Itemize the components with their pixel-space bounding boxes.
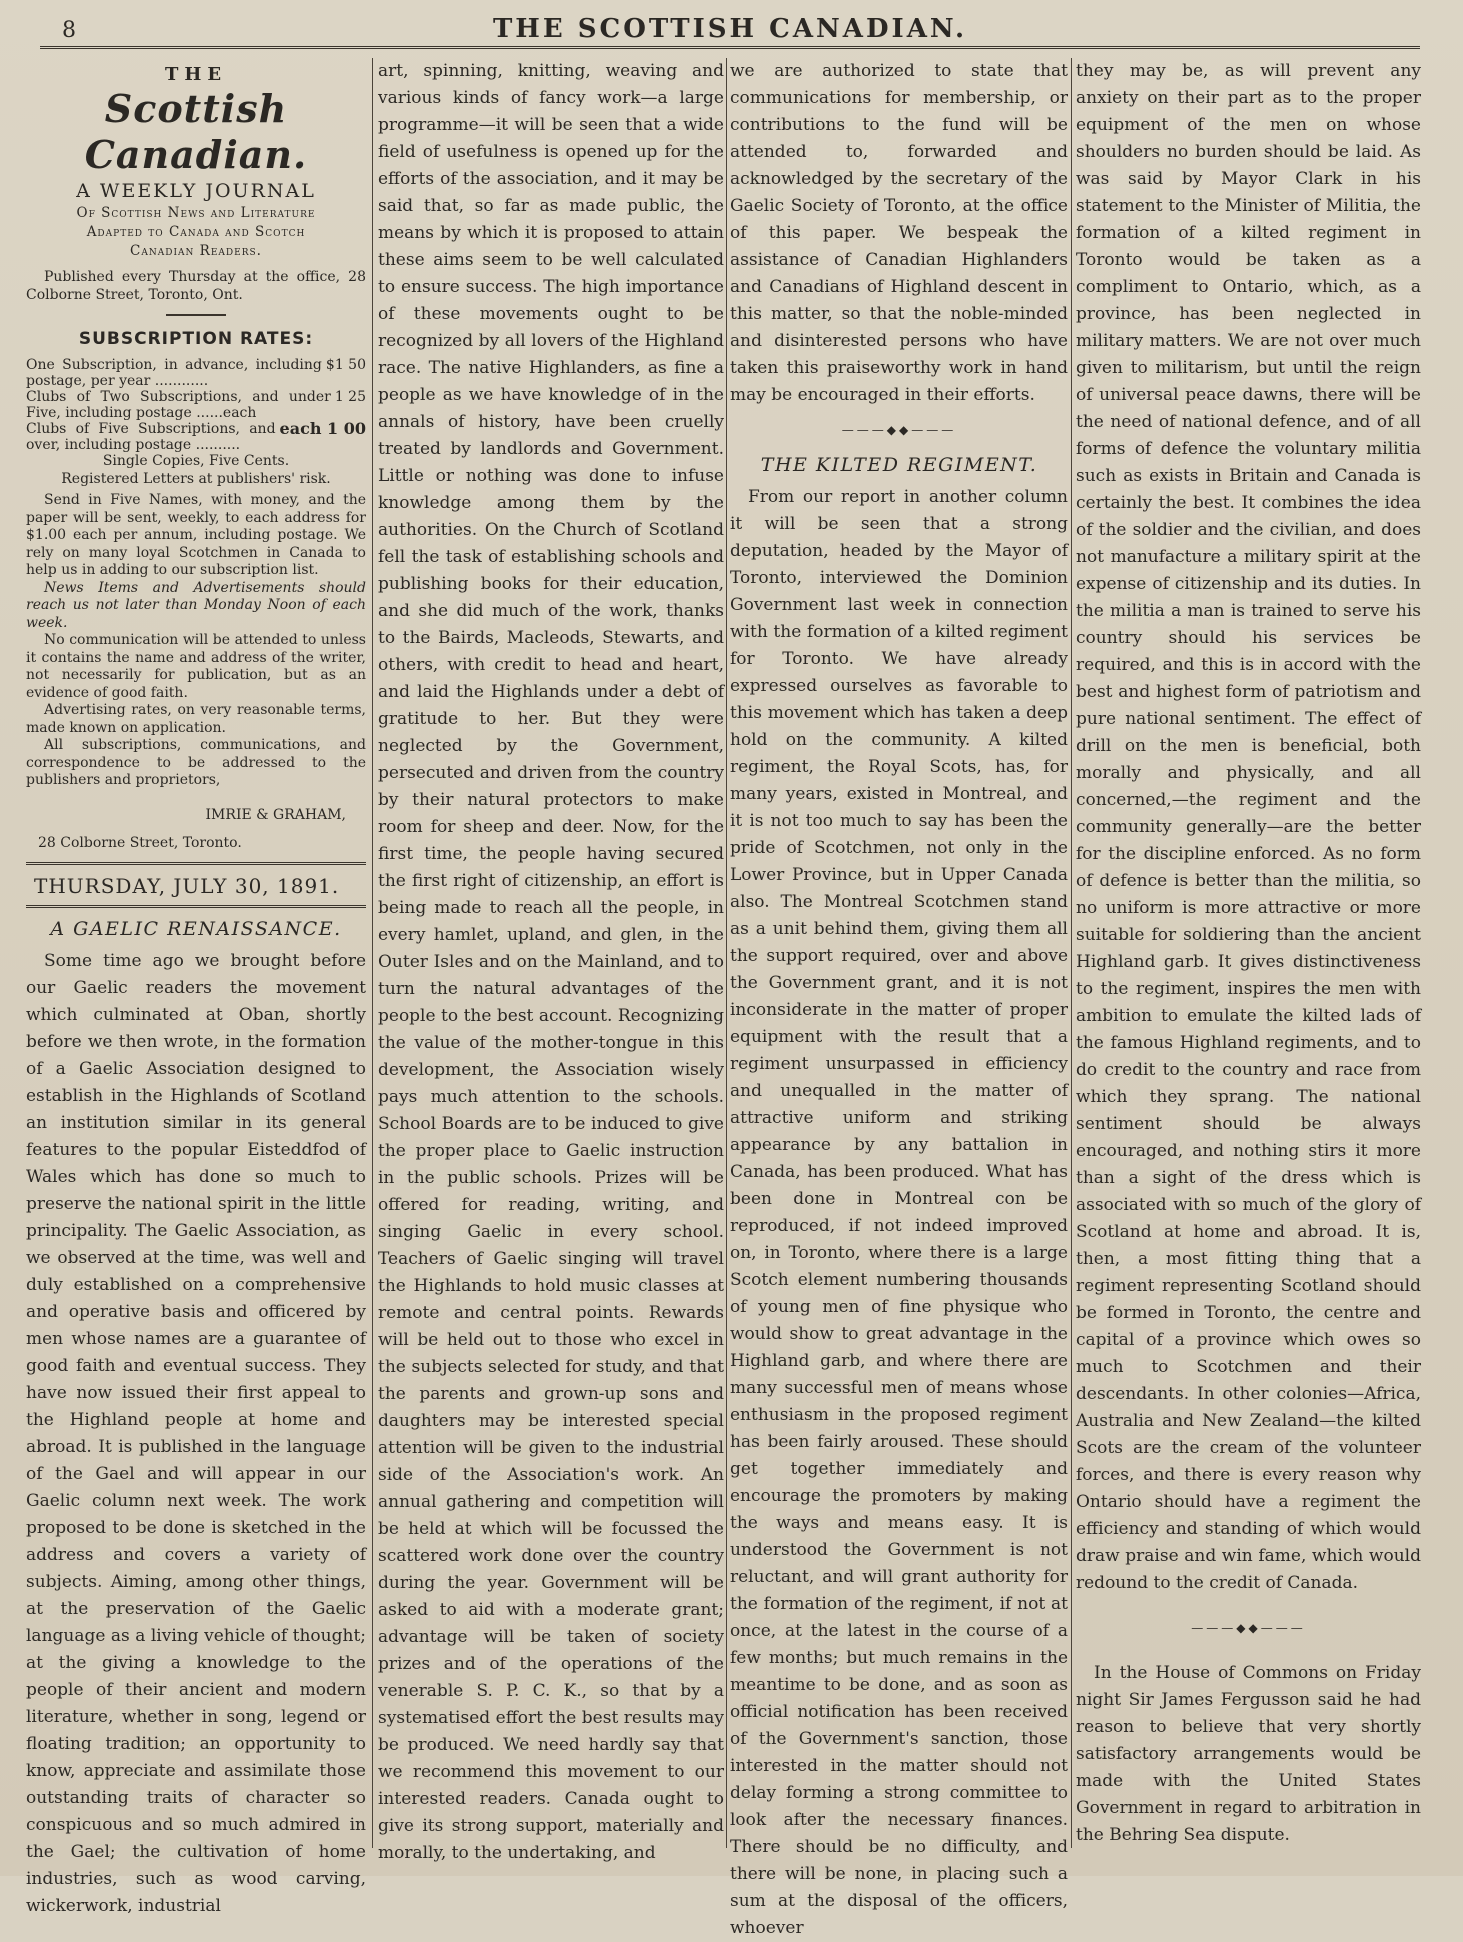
masthead [40, 14, 1420, 49]
nameplate-tagline: A WEEKLY JOURNAL [76, 180, 316, 202]
rate-label: Clubs of Two Subscriptions, and under Five, including postage ......each [26, 389, 331, 421]
brief-item: In the House of Commons on Friday night Sir James Fergusson said he had reason to believe that very shortly satisfactory arrangements would be made with the United States Government in regard to arbitration in the Behring Sea dispute. [1076, 1663, 1421, 1845]
rate-label: Clubs of Five Subscriptions, and over, including postage .......... [26, 421, 276, 453]
divider [26, 862, 366, 865]
column-1 [26, 58, 366, 1916]
column-3 [730, 58, 1068, 1938]
nameplate-subtitle-2: Adapted to Canada and Scotch [86, 224, 306, 240]
article-paragraph: art, spinning, knitting, weaving and various kinds of fancy work—a large programme—it will be seen that a wide field of usefulness is opened up for the efforts of the association, and it may be said that, so far as made public, the means by which it is proposed to attain these aims seem to be well calculated to ensure success. The high importance of these movements ought to be recognized by all lovers of the Highland race. The native Highlanders, as fine a people as we have knowledge of in the annals of history, have been cruelly treated by landlords and Government. Little or nothing was done to infuse knowledge among them by the authorities. On the Church of Scotland fell the task of establishing schools and publishing books for their education, and she did much of the work, thanks to the Bairds, Macleods, Stewarts, and others, with credit to head and heart, and laid the Highlands under a debt of gratitude to her. But they were neglected by the Government, persecuted and driven from the country by their natural protectors to make room for sheep and deer. Now, for the first time, the people having secured the first right of citizenship, an effort is being made to reach all the people, in every hamlet, upland, and glen, in the Outer Isles and on the Mainland, and to turn the natural advantages of the people to the best account. Recognizing the value of the mother-tongue in this development, the Association wisely pays much attention to the schools. School Boards are to be induced to give the proper place to Gaelic instruction in the public schools. Prizes will be offered for reading, writing, and singing Gaelic in every school. Teachers of Gaelic singing will travel the Highlands to hold music classes at remote and central points. Rewards will be held out to those who excel in the subjects selected for study, and that the parents and grown-up sons and daughters may be interested special attention will be given to the industrial side of the Association's work. An annual gathering and competition will be held at which will be focussed the scattered work done over the country during the year. Government will be asked to aid with a moderate grant; advantage will be taken of society prizes and of the operations of the venerable S. P. C. K., so that by a systematised effort the best results may be produced. We need hardly say that we recommend this movement to our interested readers. Canada ought to give its strong support, materially and morally, to the undertaking, and [378, 61, 724, 1863]
column-2 [378, 58, 724, 1863]
notice: Send in Five Names, with money, and the paper will be sent, weekly, to each address for $1.00 each per annum, including postage. We rely on many loyal Scotchmen in Canada to help us in adding to our subscription list. [26, 492, 366, 578]
paper-title: THE SCOTTISH CANADIAN. [492, 14, 968, 44]
page-number: 8 [62, 18, 76, 43]
nameplate-the: THE [164, 64, 228, 85]
rate-row [26, 421, 366, 453]
publication-info: Published every Thursday at the office, 28 Colborne Street, Toronto, Ont. [26, 269, 366, 303]
notice: News Items and Advertisements should reach us not later than Monday Noon of each week. [26, 579, 366, 631]
dateline: THURSDAY, JULY 30, 1891. [26, 871, 366, 908]
notice: Advertising rates, on very reasonable terms, made known on application. [26, 702, 366, 736]
notice: No communication will be attended to unless it contains the name and address of the writer, not necessarily for publication, but as an evidence of good faith. [26, 632, 366, 701]
nameplate-title: Scottish Canadian. [84, 86, 308, 177]
article-paragraph: we are authorized to state that communications for membership, or contributions to the fund will be attended to, forwarded and acknowledged by the secretary of the Gaelic Society of Toronto, at the office of this paper. We bespeak the assistance of Canadian Highlanders and Canadians of Highland descent in this matter, so that the noble-minded and disinterested persons who have taken this praiseworthy work in hand may be encouraged in their efforts. [730, 61, 1068, 405]
column-4 [1076, 58, 1421, 1848]
headline-gaelic-renaissance: A GAELIC RENAISSANCE. [50, 918, 342, 940]
publishers-signature: IMRIE & GRAHAM, [205, 806, 346, 823]
rates-heading: SUBSCRIPTION RATES: [78, 329, 314, 349]
article-paragraph: From our report in another column it will be seen that a strong deputation, headed by the Mayor of Toronto, interviewed the Dominion Government last week in connection with the formation of a kilted regiment for Toronto. We have already expressed ourselves as favorable to this movement which has taken a deep hold on the community. A kilted regiment, the Royal Scots, has, for many years, existed in Montreal, and it is not too much to say has been the pride of Scotchmen, not only in the Lower Province, but in Upper Canada also. The Montreal Scotchmen stand as a unit behind them, giving them all the support required, over and above the Government grant, and it is not inconsiderate in the matter of proper equipment with the result that a regiment unsurpassed in efficiency and unequalled in the matter of attractive uniform and striking appearance by any battalion in Canada, has been produced. What has been done in Montreal con be reproduced, if not indeed improved on, in Toronto, where there is a large Scotch element numbering thousands of young men of fine physique who would show to great advantage in the Highland garb, and where there are many successful men of means whose enthusiasm in the proposed regiment has been fairly aroused. These should get together immediately and encourage the promoters by making the ways and means easy. It is understood the Government is not reluctant, and will grant authority for the formation of the regiment, if not at once, at the latest in the course of a few months; but much remains in the meantime to be done, and as soon as official notification has been received of the Government's sanction, those interested in the matter should not delay forming a strong committee to look after the necessary finances. There should be no difficulty, and there will be none, in placing such a sum at the disposal of the officers, whoever [730, 487, 1068, 1938]
rate-row [26, 389, 366, 421]
nameplate-subtitle-1: Of Scottish News and Literature [76, 205, 316, 221]
rate-price: 1 25 [334, 389, 366, 405]
rate-price: each 1 00 [279, 419, 366, 438]
publishers-address: 28 Colborne Street, Toronto. [38, 834, 242, 851]
article-paragraph: Some time ago we brought before our Gaelic readers the movement which culminated at Oban, shortly before we then wrote, in the formation of a Gaelic Association designed to establish in the Highlands of Scotland an institution similar in its general features to the popular Eisteddfod of Wales which has done so much to preserve the national spirit in the little principality. The Gaelic Association, as we observed at the time, was well and duly established on a comprehensive and operative basis and officered by men whose names are a guarantee of good faith and eventual success. They have now issued their first appeal to the Highland people at home and abroad. It is published in the language of the Gael and will appear in our Gaelic column next week. The work proposed to be done is sketched in the address and covers a variety of subjects. Aiming, among other things, at the preservation of the Gaelic language as a living vehicle of thought; at the giving a knowledge to the people of their ancient and modern literature, whether in song, legend or floating tradition; an opportunity to know, appreciate and assimilate those outstanding traits of character so conspicuous and so much admired in the Gael; the cultivation of home industries, such as wood carving, wickerwork, industrial [26, 951, 366, 1916]
ornament-divider: ———◆◆——— [841, 423, 957, 437]
headline-kilted-regiment: THE KILTED REGIMENT. [760, 454, 1038, 476]
divider [166, 314, 226, 316]
column-rule [726, 58, 727, 1848]
column-rule [1071, 58, 1072, 1848]
ornament-divider: ———◆◆——— [1191, 1621, 1306, 1635]
registered-letters: Registered Letters at publishers' risk. [61, 470, 331, 487]
notice: All subscriptions, communications, and correspondence to be addressed to the publishers and proprietors, [26, 737, 366, 788]
nameplate-subtitle-3: Canadian Readers. [130, 243, 262, 259]
single-copies: Single Copies, Five Cents. [102, 453, 290, 469]
article-paragraph: they may be, as will prevent any anxiety on their part as to the proper equipment of the men on whose shoulders no burden should be laid. As was said by Mayor Clark in his statement to the Minister of Militia, the formation of a kilted regiment in Toronto would be taken as a compliment to Ontario, which, as a province, has been neglected in military matters. We are not over much given to militarism, but until the reign of universal peace dawns, there will be the need of national defence, and of all forms of defence the voluntary militia such as exists in Britain and Canada is certainly the best. It combines the idea of the soldier and the civilian, and does not manufacture a military spirit at the expense of citizenship and its duties. In the militia a man is trained to serve his country should his services be required, and this is in accord with the best and highest form of patriotism and pure national sentiment. The effect of drill on the men is beneficial, both morally and physically, and all concerned,—the regiment and the community generally—are the better for the discipline enforced. As no form of defence is better than the militia, so no uniform is more attractive or more suitable for soldiering than the ancient Highland garb. It gives distinctiveness to the regiment, inspires the men with ambition to emulate the kilted lads of the famous Highland regiments, and to do credit to the country and race from which they sprang. The national sentiment should be always encouraged, and nothing stirs it more than a sight of the dress which is associated with so much of the glory of Scotland at home and abroad. It is, then, a most fitting thing that a regiment representing Scotland should be formed in Toronto, the centre and capital of a province which owes so much to Scotchmen and their descendants. In other colonies—Africa, Australia and New Zealand—the kilted Scots are the cream of the volunteer forces, and there is every reason why Ontario should have a regiment the efficiency and standing of which would draw praise and win fame, which would redound to the credit of Canada. [1076, 61, 1421, 1593]
rate-price: $1 50 [325, 357, 366, 373]
rate-row [26, 357, 366, 389]
column-rule [372, 58, 373, 1848]
rate-label: One Subscription, in advance, including postage, per year ............ [26, 357, 322, 389]
